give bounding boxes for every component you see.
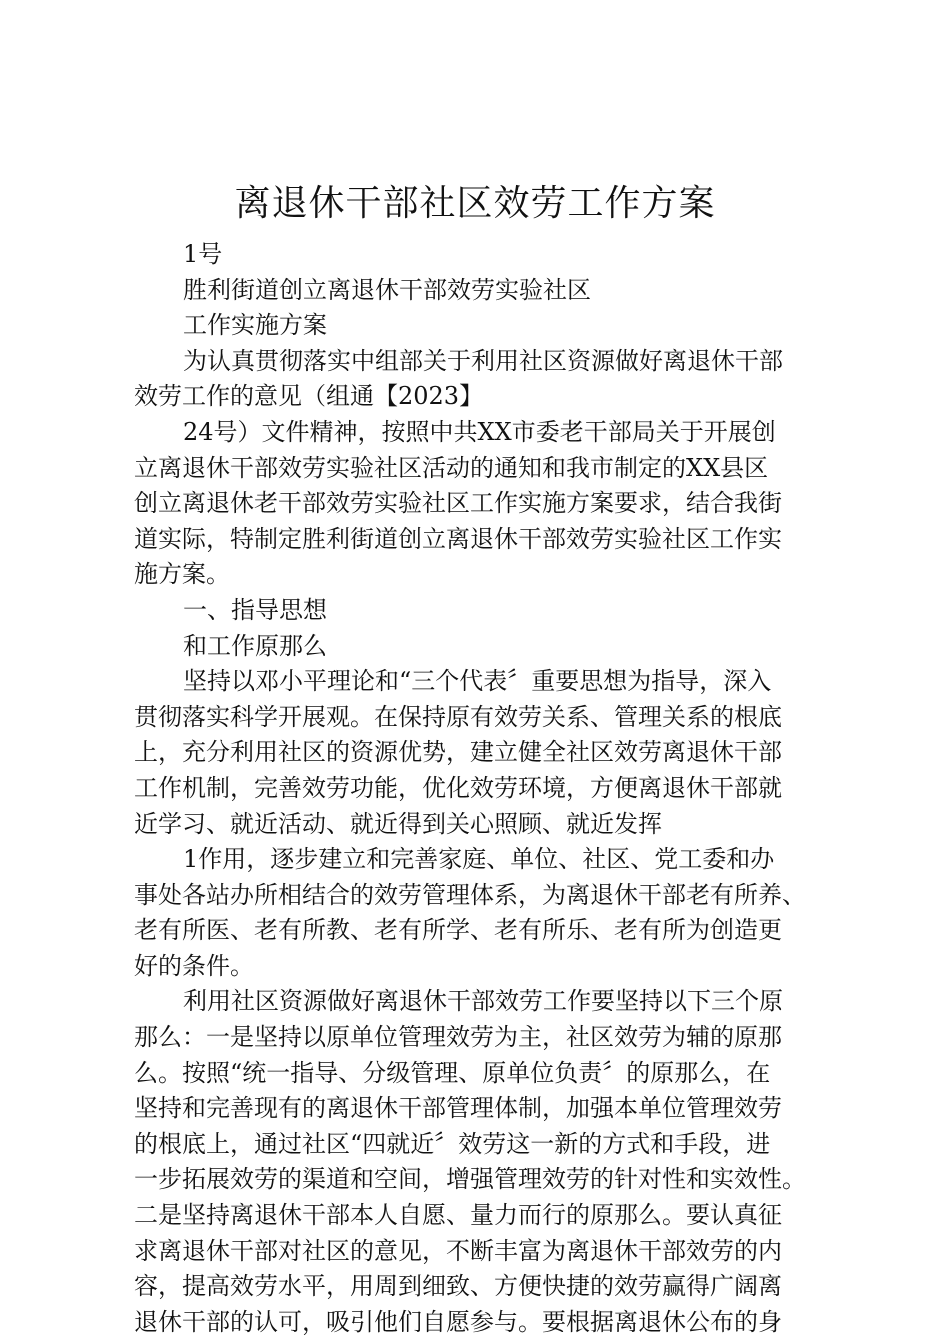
text-line: 退休干部的认可，吸引他们自愿参与。要根据离退休公布的身 <box>134 1307 782 1336</box>
text-line: 贯彻落实科学开展观。在保持原有效劳关系、管理关系的根底 <box>134 702 782 731</box>
text-line: 1号 <box>183 240 223 268</box>
text-line: 事处各站办所相结合的效劳管理体系，为离退休干部老有所养、 <box>134 880 806 909</box>
text-line: 坚持以邓小平理论和“三个代表〞重要思想为指导，深入 <box>183 667 772 696</box>
text-line: 施方案。 <box>134 560 230 589</box>
text-line: 容，提高效劳水平，用周到细致、方便快捷的效劳赢得广阔离 <box>134 1272 782 1301</box>
text-line: 老有所医、老有所教、老有所学、老有所乐、老有所为创造更 <box>134 916 782 945</box>
text-line: 24号）文件精神，按照中共XX市委老干部局关于开展创 <box>183 417 776 446</box>
text-line: 近学习、就近活动、就近得到关心照顾、就近发挥 <box>134 809 662 838</box>
document-body <box>134 237 839 1340</box>
text-line: 和工作原那么 <box>183 631 327 660</box>
text-line: 1作用，逐步建立和完善家庭、单位、社区、党工委和办 <box>183 845 775 874</box>
text-line: 创立离退休老干部效劳实验社区工作实施方案要求，结合我街 <box>134 489 782 518</box>
text-line: 道实际，特制定胜利街道创立离退休干部效劳实验社区工作实 <box>134 524 782 553</box>
text-line: 效劳工作的意见（组通【2023】 <box>134 382 484 411</box>
text-line: 胜利街道创立离退休干部效劳实验社区 <box>183 275 591 304</box>
text-line: 一、指导思想 <box>183 595 327 624</box>
text-line: 一步拓展效劳的渠道和空间，增强管理效劳的针对性和实效性。 <box>134 1165 806 1194</box>
document-title: 离退休干部社区效劳工作方案 <box>234 183 716 224</box>
text-line: 工作机制，完善效劳功能，优化效劳环境，方便离退休干部就 <box>134 773 782 802</box>
text-line: 立离退休干部效劳实验社区活动的通知和我市制定的XX县区 <box>134 453 769 482</box>
text-line: 为认真贯彻落实中组部关于利用社区资源做好离退休干部 <box>183 346 783 375</box>
text-line: 么。按照“统一指导、分级管理、原单位负责〞的原那么，在 <box>134 1058 771 1087</box>
text-line: 求离退休干部对社区的意见，不断丰富为离退休干部效劳的内 <box>134 1236 782 1265</box>
text-line: 上，充分利用社区的资源优势，建立健全社区效劳离退休干部 <box>134 738 782 767</box>
text-line: 好的条件。 <box>134 951 254 980</box>
text-line: 的根底上，通过社区“四就近〞效劳这一新的方式和手段，进 <box>134 1129 771 1158</box>
text-line: 坚持和完善现有的离退休干部管理体制，加强本单位管理效劳 <box>134 1094 782 1123</box>
text-line: 利用社区资源做好离退休干部效劳工作要坚持以下三个原 <box>183 987 783 1016</box>
text-line: 二是坚持离退休干部本人自愿、量力而行的原那么。要认真征 <box>134 1201 782 1230</box>
text-line: 工作实施方案 <box>183 311 327 340</box>
text-line: 那么：一是坚持以原单位管理效劳为主，社区效劳为辅的原那 <box>134 1023 782 1052</box>
